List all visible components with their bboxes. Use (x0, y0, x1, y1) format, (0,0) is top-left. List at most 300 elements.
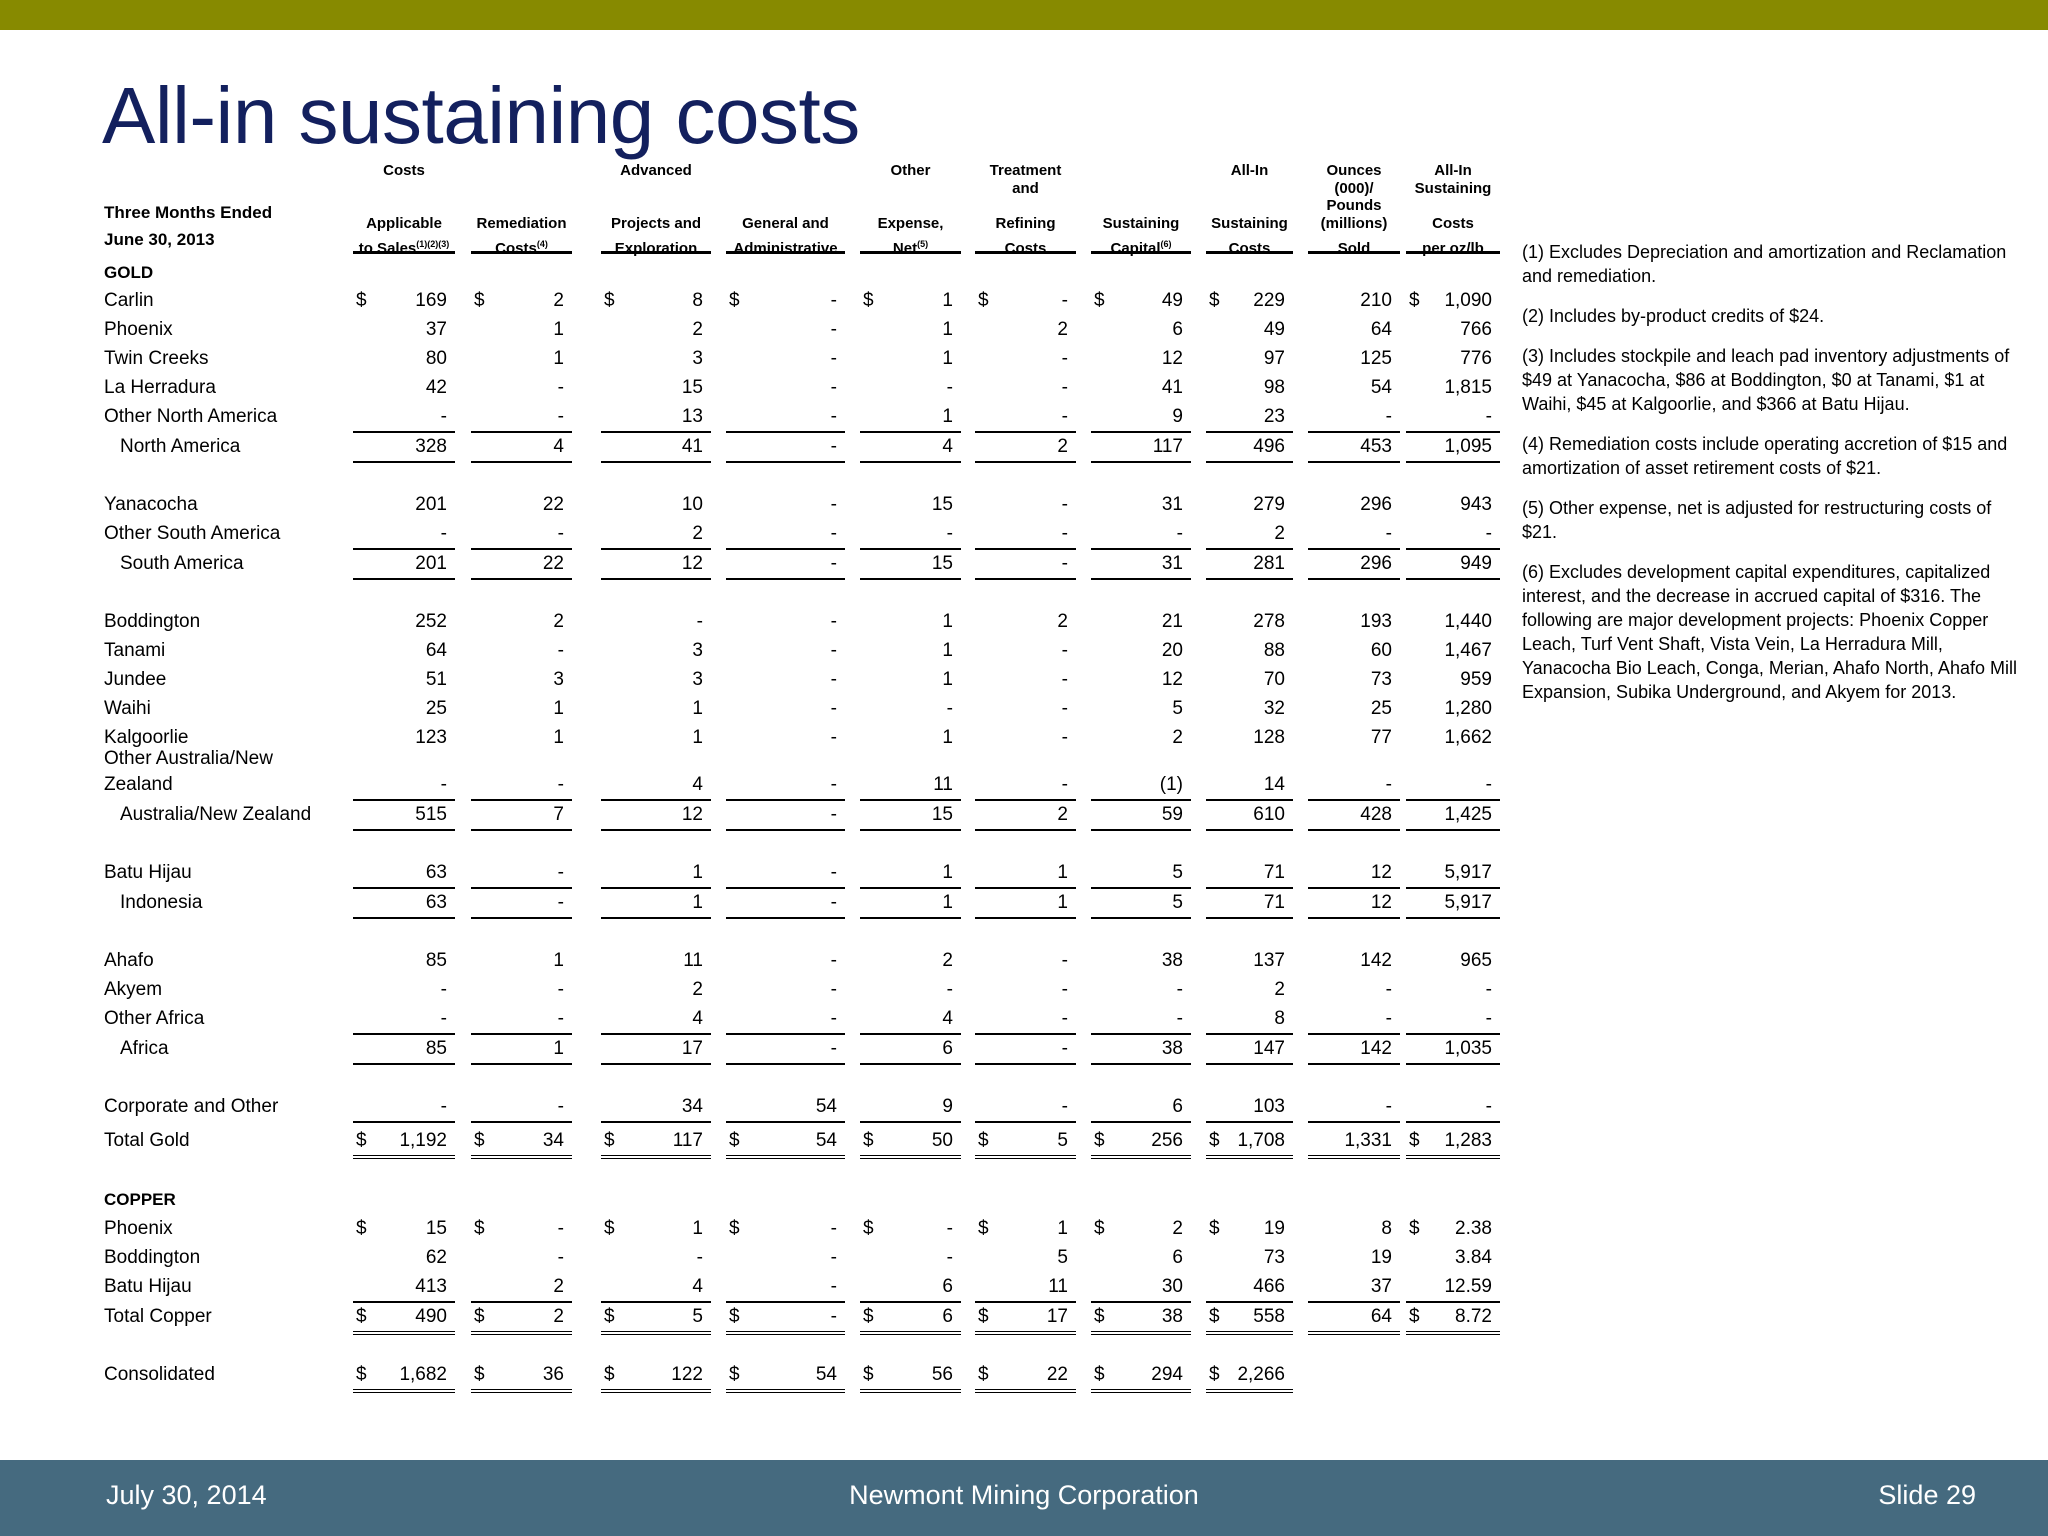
cell-value: - (557, 892, 564, 913)
table-cell (1406, 403, 1500, 433)
table-cell (1091, 1361, 1191, 1393)
cell-value: 193 (1360, 611, 1392, 632)
currency-symbol: $ (863, 1364, 874, 1385)
table-cell (1091, 801, 1191, 831)
cell-value: - (1485, 406, 1492, 427)
table-cell (471, 1005, 572, 1035)
currency-symbol: $ (1094, 1130, 1105, 1151)
table-cell (726, 550, 845, 580)
top-accent-bar (0, 0, 2048, 30)
column-header-rule (975, 251, 1076, 254)
table-cell (975, 1035, 1076, 1065)
table-cell (975, 491, 1076, 519)
table-cell (726, 374, 845, 402)
cell-value: 22 (542, 553, 564, 574)
cell-value: 5 (1172, 698, 1183, 719)
cell-value: - (557, 1096, 564, 1117)
footer-company: Newmont Mining Corporation (849, 1480, 1199, 1510)
cell-value: 428 (1360, 804, 1392, 825)
currency-symbol: $ (1209, 290, 1220, 311)
cell-value: - (830, 1038, 837, 1059)
table-cell (975, 316, 1076, 344)
cell-value: 2 (1057, 804, 1068, 825)
footnote-1: (1) Excludes Depreciation and amortization and Reclamation and remediation. (1522, 242, 2007, 286)
cell-value: 3 (692, 669, 703, 690)
table-cell (726, 403, 845, 433)
table-cell (726, 771, 845, 801)
table-cell (471, 491, 572, 519)
footnote-reference: (6) (1160, 239, 1172, 249)
table-cell (353, 1273, 455, 1303)
column-header-9-line-4: (millions) (1320, 215, 1388, 232)
cell-value: - (830, 611, 837, 632)
table-cell (1206, 1273, 1293, 1303)
table-cell (726, 433, 845, 463)
cell-value: 12 (1161, 348, 1183, 369)
table-cell (353, 1035, 455, 1065)
cell-value: 2 (1057, 436, 1068, 457)
cell-value: - (1061, 640, 1068, 661)
table-cell (353, 695, 455, 723)
cell-value: 2 (553, 1306, 564, 1327)
currency-symbol: $ (978, 290, 989, 311)
table-cell (1091, 403, 1191, 433)
column-header-4-line-3: General and (742, 215, 829, 232)
table-cell (471, 695, 572, 723)
table-cell (601, 801, 711, 831)
table-cell (353, 801, 455, 831)
table-cell (1091, 1005, 1191, 1035)
cell-value: - (1385, 523, 1392, 544)
cell-value: 2 (1274, 523, 1285, 544)
cell-value: - (830, 523, 837, 544)
cell-value: 2 (1057, 611, 1068, 632)
table-cell (726, 287, 845, 315)
table-cell (860, 1361, 961, 1393)
table-cell (1206, 1303, 1293, 1335)
table-row (0, 637, 1510, 665)
table-row (0, 748, 1510, 799)
table-cell (353, 520, 455, 550)
currency-symbol: $ (863, 1130, 874, 1151)
cell-value: 19 (1263, 1218, 1285, 1239)
row-label: Kalgoorlie (104, 727, 189, 748)
table-cell (1206, 1127, 1293, 1159)
table-cell (860, 1035, 961, 1065)
currency-symbol: $ (604, 1130, 615, 1151)
table-cell (1308, 1005, 1400, 1035)
cell-value: - (1176, 1008, 1183, 1029)
currency-symbol: $ (978, 1130, 989, 1151)
cell-value: 943 (1460, 494, 1492, 515)
table-row (0, 695, 1510, 723)
cell-value: 31 (1161, 494, 1183, 515)
cell-value: 1,815 (1444, 377, 1492, 398)
table-cell (1206, 374, 1293, 402)
table-cell (1206, 889, 1293, 919)
table-cell (601, 1215, 711, 1243)
row-label: Other South America (104, 523, 281, 544)
table-cell (975, 374, 1076, 402)
table-row (0, 403, 1510, 431)
cell-value: - (696, 1247, 703, 1268)
cell-value: - (830, 804, 837, 825)
cell-value: 201 (415, 494, 447, 515)
table-cell (601, 403, 711, 433)
table-cell (471, 287, 572, 315)
cell-value: - (1485, 523, 1492, 544)
column-header-5-line-1: Other (890, 162, 931, 179)
table-cell (1406, 433, 1500, 463)
table-cell (726, 1127, 845, 1159)
cell-value: 776 (1460, 348, 1492, 369)
cell-value: - (1176, 523, 1183, 544)
table-cell (1206, 1361, 1293, 1393)
table-cell (471, 947, 572, 975)
table-cell (601, 1273, 711, 1303)
cell-value: 1,090 (1444, 290, 1492, 311)
table-cell (1406, 1127, 1500, 1159)
table-cell (860, 976, 961, 1004)
table-cell (471, 1215, 572, 1243)
cell-value: 14 (1263, 774, 1285, 795)
table-cell (353, 316, 455, 344)
table-cell (353, 345, 455, 373)
table-cell (601, 316, 711, 344)
cell-value: 4 (553, 436, 564, 457)
cell-value: - (1061, 290, 1068, 311)
footnote-5: (5) Other expense, net is adjusted for restructuring costs of $21. (1522, 498, 1992, 542)
currency-symbol: $ (604, 1306, 615, 1327)
footnote-reference: (1)(2)(3) (416, 239, 450, 249)
cell-value: 2 (553, 290, 564, 311)
cell-value: - (1061, 698, 1068, 719)
table-cell (975, 1361, 1076, 1393)
table-row (0, 1303, 1510, 1331)
table-cell (1091, 724, 1191, 752)
table-cell (601, 608, 711, 636)
table-row (0, 345, 1510, 373)
table-cell (471, 345, 572, 373)
table-cell (1406, 666, 1500, 694)
row-label: Indonesia (120, 892, 203, 913)
cell-value: 1 (1057, 1218, 1068, 1239)
cell-value: 1,035 (1444, 1038, 1492, 1059)
cell-value: - (1061, 950, 1068, 971)
cell-value: 5,917 (1444, 862, 1492, 883)
column-header-8-line-3: Sustaining (1211, 215, 1288, 232)
cell-value: 42 (425, 377, 447, 398)
table-cell (353, 724, 455, 752)
cell-value: 62 (425, 1247, 447, 1268)
row-label: Australia/New Zealand (120, 804, 312, 825)
table-row (0, 1273, 1510, 1301)
cell-value: 515 (415, 804, 447, 825)
cell-value: 496 (1253, 436, 1285, 457)
currency-symbol: $ (863, 290, 874, 311)
currency-symbol: $ (863, 1306, 874, 1327)
table-cell (1206, 287, 1293, 315)
table-cell (860, 345, 961, 373)
cell-value: 296 (1360, 494, 1392, 515)
table-cell (1308, 724, 1400, 752)
column-header-9-line-3: Pounds (1326, 197, 1382, 214)
currency-symbol: $ (1409, 1306, 1420, 1327)
cell-value: - (830, 348, 837, 369)
row-label: Phoenix (104, 319, 173, 340)
table-cell (601, 859, 711, 889)
table-cell (1406, 695, 1500, 723)
row-label: Phoenix (104, 1218, 173, 1239)
currency-symbol: $ (604, 290, 615, 311)
cell-value: 97 (1263, 348, 1285, 369)
table-cell (1406, 1273, 1500, 1303)
cell-value: 1 (942, 640, 953, 661)
cell-value: 41 (681, 436, 703, 457)
column-header-rule (1091, 251, 1191, 254)
cell-value: 5,917 (1444, 892, 1492, 913)
cell-value: - (946, 523, 953, 544)
table-cell (1308, 801, 1400, 831)
cell-value: 38 (1161, 1038, 1183, 1059)
table-cell (1308, 374, 1400, 402)
table-row (0, 801, 1510, 829)
table-cell (975, 608, 1076, 636)
column-header-9-line-2: (000)/ (1334, 180, 1374, 197)
table-cell (1406, 491, 1500, 519)
table-cell (1091, 1273, 1191, 1303)
cell-value: 56 (931, 1364, 953, 1385)
cell-value: (1) (1159, 774, 1183, 795)
table-cell (726, 889, 845, 919)
table-cell (860, 801, 961, 831)
table-cell (726, 1035, 845, 1065)
table-row (0, 520, 1510, 548)
table-cell (1406, 771, 1500, 801)
cell-value: - (696, 611, 703, 632)
table-cell (1406, 889, 1500, 919)
table-cell (1091, 374, 1191, 402)
cell-value: 51 (425, 669, 447, 690)
period-label-line1: Three Months Ended (104, 203, 273, 222)
column-header-9-line-1: Ounces (1326, 162, 1382, 179)
row-label: Batu Hijau (104, 1276, 192, 1297)
cell-value: 8 (1381, 1218, 1392, 1239)
cell-value: 122 (671, 1364, 703, 1385)
cell-value: 31 (1161, 553, 1183, 574)
table-cell (975, 520, 1076, 550)
cell-value: - (1061, 553, 1068, 574)
cell-value: 22 (1046, 1364, 1068, 1385)
cell-value: - (557, 1247, 564, 1268)
table-cell (1406, 520, 1500, 550)
table-cell (1308, 1303, 1400, 1335)
cell-value: - (557, 377, 564, 398)
cell-value: 30 (1161, 1276, 1183, 1297)
cell-value: 4 (942, 1008, 953, 1029)
table-cell (860, 859, 961, 889)
column-header-6-line-1: Treatment (989, 162, 1062, 179)
table-cell (860, 771, 961, 801)
table-cell (1308, 1215, 1400, 1243)
table-cell (726, 666, 845, 694)
table-cell (1091, 666, 1191, 694)
cell-value: - (946, 377, 953, 398)
cell-value: 12.59 (1444, 1276, 1492, 1297)
row-label: Other Africa (104, 1008, 205, 1029)
currency-symbol: $ (356, 290, 367, 311)
cell-value: 12 (681, 804, 703, 825)
row-label: Total Copper (104, 1306, 212, 1327)
cell-value: - (1061, 727, 1068, 748)
currency-symbol: $ (729, 1364, 740, 1385)
cell-value: 6 (942, 1038, 953, 1059)
cell-value: 64 (425, 640, 447, 661)
cell-value: 85 (425, 1038, 447, 1059)
table-cell (1406, 345, 1500, 373)
table-cell (1206, 724, 1293, 752)
table-cell (1206, 1215, 1293, 1243)
table-cell (601, 520, 711, 550)
table-cell (975, 1005, 1076, 1035)
column-header-7-line-4: Capital$^{(6)}$ (1110, 239, 1172, 257)
table-cell (975, 1244, 1076, 1272)
table-cell (975, 345, 1076, 373)
cell-value: 2 (692, 979, 703, 1000)
table-cell (601, 1361, 711, 1393)
cell-value: 1,467 (1444, 640, 1492, 661)
table-cell (601, 345, 711, 373)
column-header-rule (353, 251, 455, 254)
footer-date: July 30, 2014 (106, 1480, 267, 1510)
cell-value: - (1061, 348, 1068, 369)
cell-value: 10 (681, 494, 703, 515)
table-cell (1091, 608, 1191, 636)
table-cell (860, 287, 961, 315)
table-cell (1206, 345, 1293, 373)
table-cell (860, 1005, 961, 1035)
cell-value: - (830, 1247, 837, 1268)
table-cell (353, 859, 455, 889)
currency-symbol: $ (356, 1130, 367, 1151)
table-cell (860, 608, 961, 636)
footnote-6: (6) Excludes development capital expenditures, capitalized interest, and the decrease in accrued capital of $316. The following are major development projects: Phoenix Copper Leach, Turf Vent Shaft, Vista Vein, La Herradura Mill, Yanacocha Bio Leach, Conga, Merian, Ahafo North, Ahafo Mill Expansion, Subika Underground, and Akyem for 2013. (1522, 562, 2017, 702)
cell-value: 54 (815, 1364, 837, 1385)
table-cell (1206, 771, 1293, 801)
currency-symbol: $ (1409, 1130, 1420, 1151)
table-cell (1308, 976, 1400, 1004)
column-header-3-line-1: Advanced (620, 162, 692, 179)
table-cell (975, 1093, 1076, 1123)
table-cell (1406, 1035, 1500, 1065)
slide-title: All-in sustaining costs (102, 71, 860, 160)
table-cell (1406, 1005, 1500, 1035)
cell-value: - (1385, 774, 1392, 795)
cell-value: - (830, 377, 837, 398)
table-cell (471, 550, 572, 580)
table-cell (1406, 1244, 1500, 1272)
table-cell (1308, 1244, 1400, 1272)
cell-value: - (830, 1276, 837, 1297)
cell-value: - (830, 727, 837, 748)
cell-value: 64 (1370, 1306, 1392, 1327)
table-cell (1308, 345, 1400, 373)
cell-value: 60 (1370, 640, 1392, 661)
table-cell (975, 1273, 1076, 1303)
cell-value: - (440, 406, 447, 427)
table-cell (471, 608, 572, 636)
column-header-rule (1206, 251, 1293, 254)
row-label: Batu Hijau (104, 862, 192, 883)
cell-value: 11 (1048, 1276, 1068, 1297)
cell-value: 1 (553, 727, 564, 748)
currency-symbol: $ (978, 1306, 989, 1327)
cell-value: 256 (1151, 1130, 1183, 1151)
column-header-4-line-4: Administrative (733, 240, 838, 257)
currency-symbol: $ (474, 1218, 485, 1239)
table-cell (860, 1093, 961, 1123)
table-cell (1091, 637, 1191, 665)
table-cell (471, 1035, 572, 1065)
table-cell (601, 433, 711, 463)
cell-value: - (946, 1247, 953, 1268)
cell-value: 296 (1360, 553, 1392, 574)
row-label: Twin Creeks (104, 348, 209, 369)
cell-value: - (830, 862, 837, 883)
table-cell (975, 287, 1076, 315)
table-cell (601, 550, 711, 580)
table-cell (860, 947, 961, 975)
cell-value: 11 (933, 774, 953, 795)
column-header-5-line-4: Net$^{(5)}$ (892, 239, 929, 257)
currency-symbol: $ (1094, 290, 1105, 311)
table-cell (471, 1361, 572, 1393)
cell-value: 5 (1057, 1247, 1068, 1268)
table-cell (1091, 345, 1191, 373)
column-header-2-line-4: Costs$^{(4)}$ (495, 239, 548, 257)
table-cell (1308, 859, 1400, 889)
column-header-10-line-2: Sustaining (1414, 180, 1492, 197)
column-header-3-line-3: Projects and (610, 215, 702, 232)
cell-value: 25 (425, 698, 447, 719)
column-header-rule (1308, 251, 1400, 254)
cell-value: 1 (942, 862, 953, 883)
cell-value: 12 (681, 553, 703, 574)
table-cell (1091, 695, 1191, 723)
cell-value: 294 (1151, 1364, 1183, 1385)
table-cell (860, 1303, 961, 1335)
cell-value: - (557, 523, 564, 544)
table-cell (1091, 550, 1191, 580)
cell-value: 1,192 (399, 1130, 447, 1151)
currency-symbol: $ (1209, 1364, 1220, 1385)
currency-symbol: $ (729, 1218, 740, 1239)
table-row (0, 1093, 1510, 1121)
column-header-rule (1406, 251, 1500, 254)
table-cell (1406, 724, 1500, 752)
cell-value: 142 (1360, 950, 1392, 971)
cell-value: 3 (553, 669, 564, 690)
table-cell (601, 666, 711, 694)
table-row (0, 666, 1510, 694)
cell-value: - (830, 698, 837, 719)
column-header-6-line-5: Costs (1004, 240, 1047, 257)
table-cell (1091, 287, 1191, 315)
footer-slide-number: Slide 29 (1878, 1480, 1976, 1510)
table-cell (601, 374, 711, 402)
cell-value: 12 (1370, 892, 1392, 913)
table-cell (601, 1303, 711, 1335)
